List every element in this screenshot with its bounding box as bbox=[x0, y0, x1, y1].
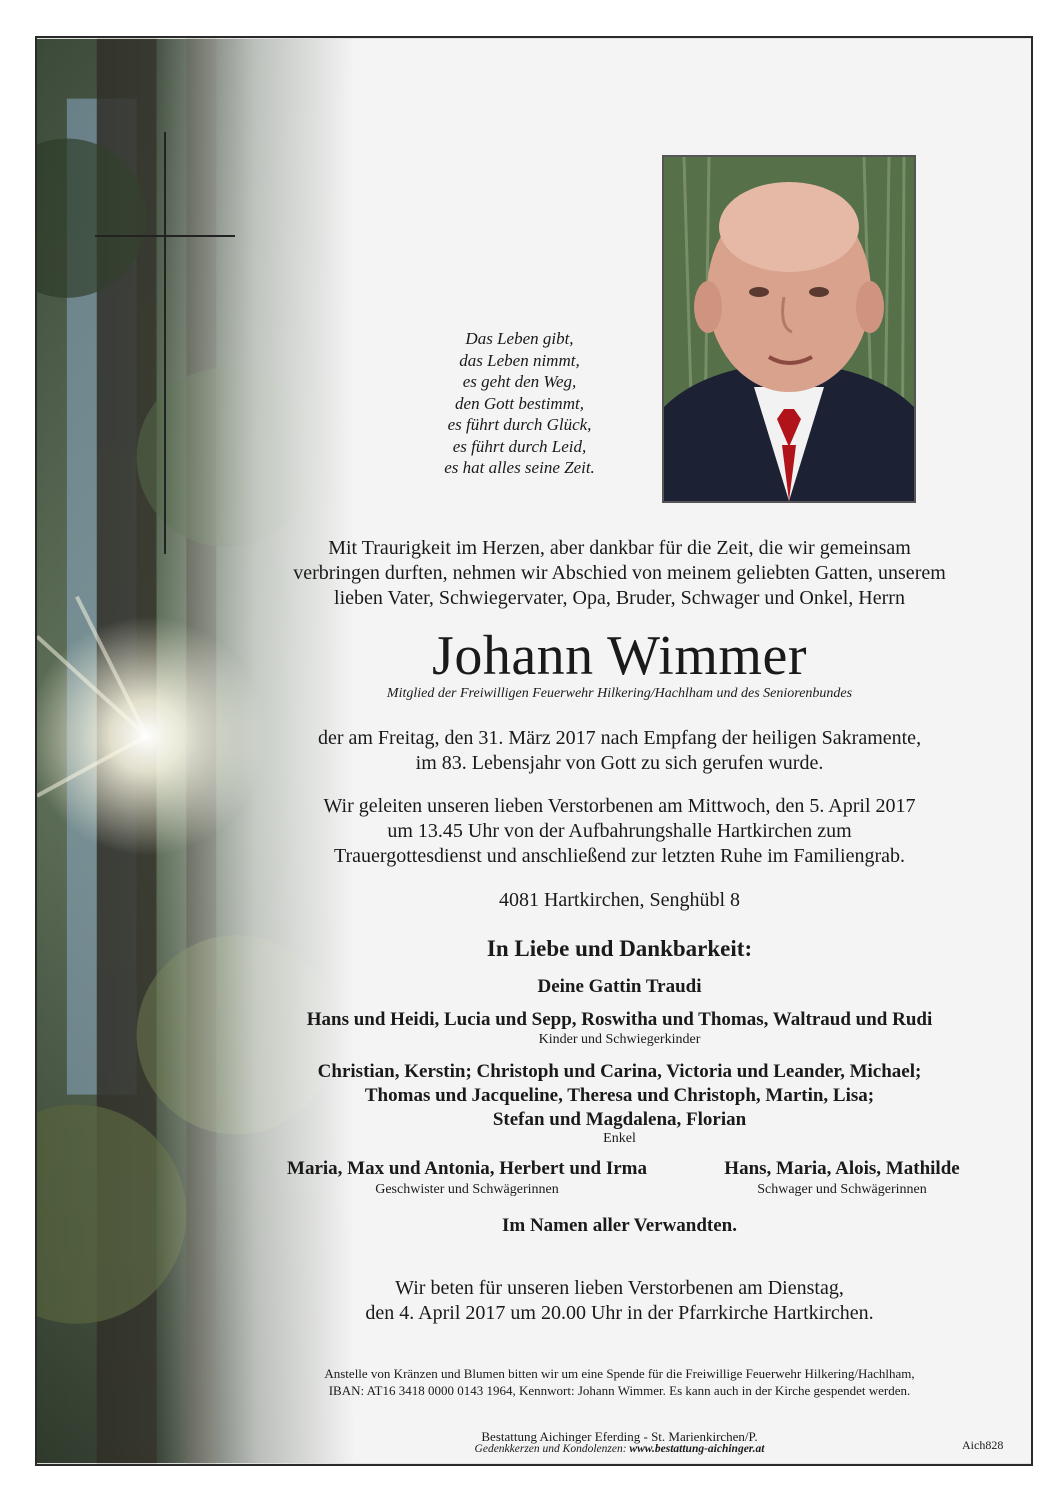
prayer-notice bbox=[237, 1276, 1002, 1326]
prayer-line: Wir beten für unseren lieben Verstorbenen am Dienstag, bbox=[395, 1277, 844, 1299]
obituary-card bbox=[35, 36, 1033, 1466]
funeral-notice bbox=[237, 794, 1002, 869]
funeral-line: um 13.45 Uhr von der Aufbahrungshalle Hartkirchen zum bbox=[387, 820, 852, 842]
poem-line: Das Leben gibt, bbox=[465, 329, 574, 348]
footer-code: Aich828 bbox=[962, 1438, 1004, 1452]
death-notice bbox=[237, 726, 1002, 776]
poem-line: es hat alles seine Zeit. bbox=[444, 458, 595, 477]
website-link[interactable]: www.bestattung-aichinger.at bbox=[629, 1443, 765, 1455]
death-notice-line: im 83. Lebensjahr von Gott zu sich gerufen wurde. bbox=[415, 752, 824, 774]
footer-company: Bestattung Aichinger Eferding - St. Marienkirchen/P. bbox=[481, 1429, 758, 1444]
intro-line: Mit Traurigkeit im Herzen, aber dankbar für die Zeit, die wir gemeinsam bbox=[328, 537, 911, 559]
poem-line: das Leben nimmt, bbox=[459, 350, 580, 370]
intro-text bbox=[237, 536, 1002, 611]
in-laws: Hans, Maria, Alois, Mathilde bbox=[724, 1158, 960, 1179]
deceased-membership: Mitglied der Freiwilligen Feuerwehr Hilkering/Hachlham und des Seniorenbundes bbox=[386, 686, 853, 701]
poem-line: den Gott bestimmt, bbox=[455, 393, 584, 413]
cross-vertical bbox=[164, 132, 166, 554]
deceased-name: Johann Wimmer bbox=[432, 625, 807, 687]
intro-line: lieben Vater, Schwiegervater, Opa, Bruder, Schwager und Onkel, Herrn bbox=[334, 587, 905, 609]
poem-line: es führt durch Leid, bbox=[452, 436, 587, 456]
death-notice-line: der am Freitag, den 31. März 2017 nach Empfang der heiligen Sakramente, bbox=[317, 727, 922, 749]
children-label: Kinder und Schwiegerkinder bbox=[538, 1032, 701, 1047]
donation-notice bbox=[237, 1365, 1002, 1399]
siblings-label: Geschwister und Schwägerinnen bbox=[375, 1182, 559, 1197]
in-laws-label: Schwager und Schwägerinnen bbox=[757, 1182, 927, 1197]
grandchildren-line: Christian, Kerstin; Christoph und Carina, Victoria und Leander, Michael; bbox=[317, 1061, 922, 1082]
donation-line: Anstelle von Kränzen und Blumen bitten wir um eine Spende für die Freiwillige Feuerwehr Hilkering/Hachlham, bbox=[324, 1366, 915, 1381]
poem-line: es führt durch Glück, bbox=[447, 415, 592, 434]
address: 4081 Hartkirchen, Senghübl 8 bbox=[498, 889, 741, 911]
mourners-heading: In Liebe und Dankbarkeit: bbox=[486, 936, 753, 961]
children: Hans und Heidi, Lucia und Sepp, Roswitha und Thomas, Waltraud und Rudi bbox=[306, 1009, 933, 1030]
relatives: Im Namen aller Verwandten. bbox=[501, 1215, 738, 1236]
siblings: Maria, Max und Antonia, Herbert und Irma bbox=[287, 1158, 647, 1179]
intro-line: verbringen durften, nehmen wir Abschied von meinem geliebten Gatten, unserem bbox=[293, 562, 946, 584]
donation-line: IBAN: AT16 3418 0000 0143 1964, Kennwort: Johann Wimmer. Es kann auch in der Kirche gespendet werden. bbox=[328, 1383, 911, 1398]
poem-line: es geht den Weg, bbox=[462, 372, 577, 391]
grandchildren-label: Enkel bbox=[603, 1131, 636, 1146]
spouse: Deine Gattin Traudi bbox=[537, 976, 702, 997]
funeral-line: Trauergottesdienst und anschließend zur letzten Ruhe im Familiengrab. bbox=[334, 845, 905, 867]
prayer-line: den 4. April 2017 um 20.00 Uhr in der Pfarrkirche Hartkirchen. bbox=[365, 1302, 874, 1324]
footer-condolences bbox=[237, 1443, 1002, 1455]
poem bbox=[417, 328, 622, 479]
portrait-photo bbox=[662, 155, 916, 503]
funeral-line: Wir geleiten unseren lieben Verstorbenen am Mittwoch, den 5. April 2017 bbox=[323, 795, 916, 817]
cross-horizontal bbox=[95, 235, 235, 237]
grandchildren-line: Thomas und Jacqueline, Theresa und Christoph, Martin, Lisa; bbox=[364, 1085, 875, 1106]
condolence-prefix: Gedenkkerzen und Kondolenzen: bbox=[474, 1443, 627, 1455]
grandchildren bbox=[237, 1060, 1002, 1132]
grandchildren-line: Stefan und Magdalena, Florian bbox=[492, 1109, 747, 1130]
